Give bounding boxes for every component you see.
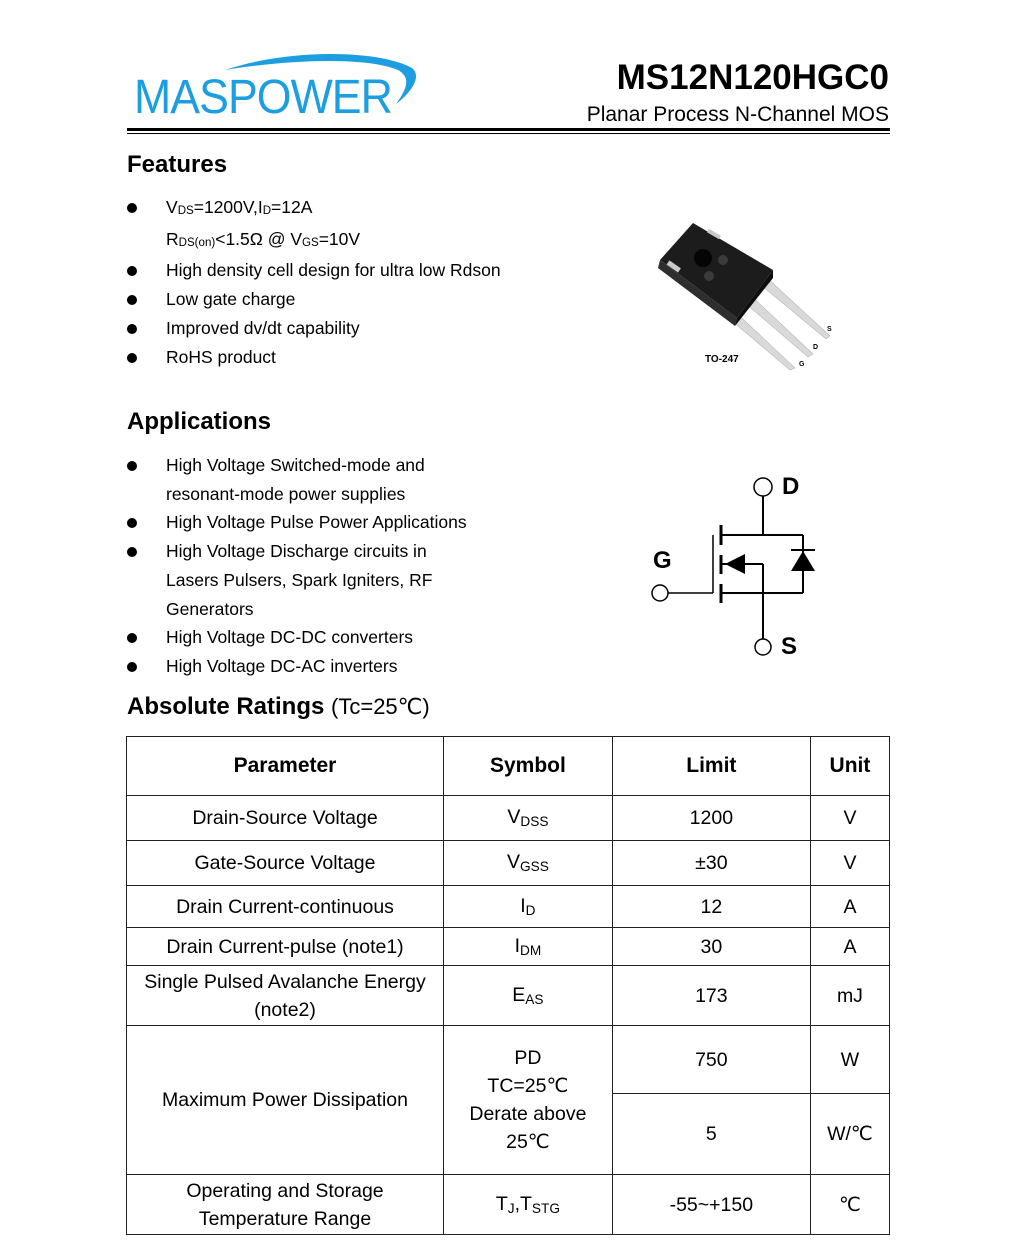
mosfet-schematic <box>645 475 825 660</box>
bullet-icon <box>127 461 137 471</box>
feature-item: Improved dv/dt capability <box>127 314 501 343</box>
pin-label-d: D <box>813 344 819 351</box>
features-list <box>127 193 501 371</box>
table-row: Maximum Power Dissipation PD TC=25℃ Derate above 25℃ 750 W <box>127 1026 890 1094</box>
header-limit: Limit <box>612 737 810 796</box>
application-item: High Voltage DC-AC inverters <box>127 652 467 681</box>
application-item-continued: Generators <box>166 598 254 619</box>
application-item-continued: resonant-mode power supplies <box>166 483 406 504</box>
part-subtitle: Planar Process N-Channel MOS <box>586 103 889 126</box>
header-unit: Unit <box>810 737 889 796</box>
bullet-icon <box>127 353 137 363</box>
table-row: 5 W/℃ <box>127 1094 890 1175</box>
bullet-icon <box>127 547 137 557</box>
gate-label: G <box>653 547 672 574</box>
header-divider-thin <box>127 133 890 134</box>
ratings-condition: (Tc=25℃) <box>331 694 430 719</box>
to247-package-image <box>655 218 835 375</box>
application-item: High Voltage Switched-mode and <box>127 451 467 480</box>
feature-item: RoHS product <box>127 343 501 372</box>
n-channel-mosfet-symbol-icon <box>645 475 825 660</box>
application-item: High Voltage Discharge circuits in <box>127 537 467 566</box>
pin-label-g: G <box>799 361 805 368</box>
feature-item: Low gate charge <box>127 285 501 314</box>
bullet-icon <box>127 633 137 643</box>
part-number-title: MS12N120HGC0 <box>616 58 889 97</box>
feature-item: High density cell design for ultra low Rdson <box>127 256 501 285</box>
bullet-icon <box>127 662 137 672</box>
pin-label-s: S <box>827 326 832 333</box>
table-row: Drain-Source Voltage VDSS 1200 V <box>127 796 890 841</box>
table-row: Single Pulsed Avalanche Energy (note2) EAS 173 mJ <box>127 966 890 1026</box>
bullet-icon <box>127 295 137 305</box>
ratings-heading: Absolute Ratings (Tc=25℃) <box>127 693 430 720</box>
absolute-ratings-table <box>126 736 890 1235</box>
maspower-logo <box>130 40 420 128</box>
transistor-package-icon <box>655 218 835 375</box>
features-heading: Features <box>127 151 228 178</box>
header-parameter: Parameter <box>127 737 444 796</box>
bullet-icon <box>127 324 137 334</box>
applications-list <box>127 451 467 681</box>
header-symbol: Symbol <box>443 737 612 796</box>
feature-item-vds: $V_{DS}=1200V,I_D=12A$ <box>127 193 501 225</box>
applications-heading: Applications <box>127 408 272 435</box>
table-row: Gate-Source Voltage VGSS ±30 V <box>127 841 890 886</box>
table-row: Drain Current-pulse (note1) IDM 30 A <box>127 928 890 966</box>
table-header-row <box>127 737 890 796</box>
feature-item-rdson: $R_{DS(on)}<1.5\Omega$ @ $V_{GS}=10V$ <box>166 228 361 249</box>
bullet-icon <box>127 518 137 528</box>
table-row: Operating and Storage Temperature Range TJ,TSTG -55~+150 ℃ <box>127 1175 890 1235</box>
application-item: High Voltage DC-DC converters <box>127 623 467 652</box>
bullet-icon <box>127 203 137 213</box>
source-label: S <box>781 633 798 660</box>
drain-label: D <box>782 473 800 500</box>
header-divider <box>127 128 890 131</box>
application-item: High Voltage Pulse Power Applications <box>127 508 467 537</box>
bullet-icon <box>127 266 137 276</box>
table-row: Drain Current-continuous ID 12 A <box>127 886 890 928</box>
application-item-continued: Lasers Pulsers, Spark Igniters, RF <box>166 569 433 590</box>
logo-text: MASPOWER <box>134 71 392 124</box>
package-label: TO-247 <box>705 354 739 365</box>
